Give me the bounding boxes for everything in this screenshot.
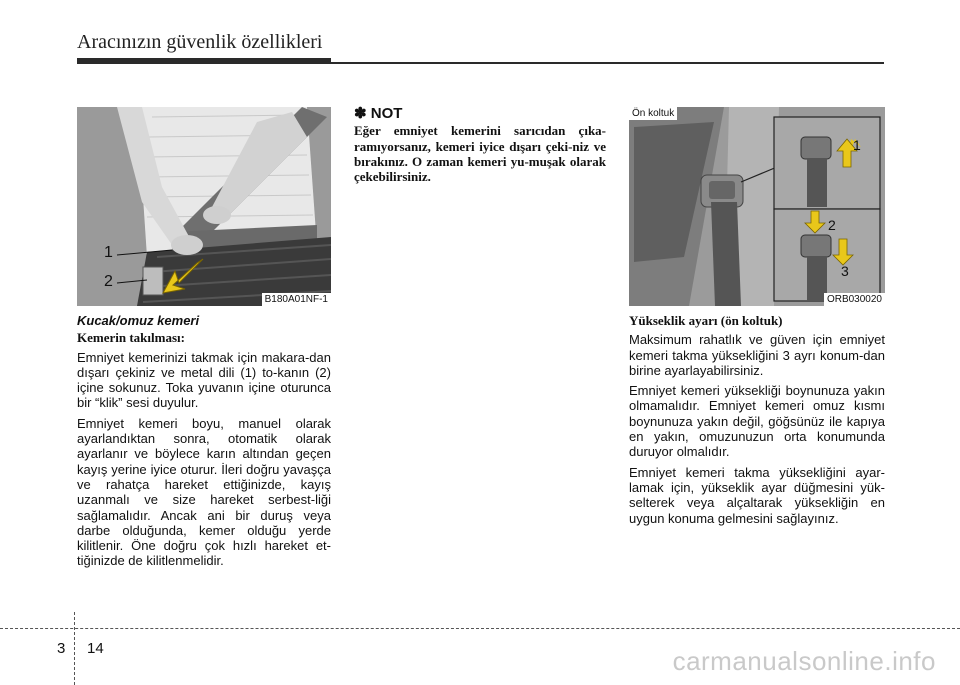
seatbelt-fastening-figure: [77, 107, 331, 306]
height-adjuster-figure: [629, 107, 885, 306]
paragraph: Emniyet kemeri takma yüksekliğini ayar-lamak için, yükseklik ayar düğmesini yük-selterek veya alçaltarak yüksekliğin en uygun konuma gelmesini sağlayınız.: [629, 464, 885, 526]
figure-caption: ORB030020: [824, 293, 885, 306]
paragraph: Emniyet kemeri boyu, manuel olarak ayarlandıktan sonra, otomatik olarak ayarlanır ve böylece karın altından geçen kayış yerine iyice oturur. İleri doğru yavaşça ve rahatça hareket ettiğinizde, kayış uzanmalı ve size hareket serbest-liği sağlamalıdır. Ancak ani bir duruş veya darbe olduğunda, kemer olduğu yerde kilitlenir. Öne doğru çok hızlı hareket et-tiğinizde de kilitlenmelidir.: [77, 415, 331, 569]
paragraph: Emniyet kemerinizi takmak için makara-dan dışarı çekiniz ve metal dili (1) to-kanın (2) içine sokunuz. Toka yuvanın içine oturunca bir “klik” sesi duyulur.: [77, 349, 331, 411]
asterisk-icon: ✽: [354, 105, 367, 122]
left-column: [77, 313, 331, 574]
paragraph: Emniyet kemeri yüksekliği boynunuza yakın olmamalıdır. Emniyet kemeri omuz kısmı boynunuza yakın değil, göğsünüz ile kapıya en yakın, omuzunuzun orta konumunda duruyor olmalıdır.: [629, 383, 885, 460]
right-column: [629, 311, 885, 531]
callout-2: 2: [828, 217, 836, 233]
figure-caption: B180A01NF-1: [262, 293, 331, 306]
section-title: Kucak/omuz kemeri: [77, 313, 200, 328]
note-heading: [354, 106, 606, 121]
page-header-title: Aracınızın güvenlik özellikleri: [77, 31, 323, 53]
chapter-number: 3: [57, 640, 66, 657]
section-title: Yükseklik ayarı (ön koltuk): [629, 313, 783, 328]
callout-2: 2: [104, 273, 113, 290]
header-rule-thick: [77, 58, 331, 64]
watermark: carmanualsonline.info: [672, 646, 936, 676]
seatbelt-illustration: [77, 107, 331, 306]
note-body: Eğer emniyet kemerini sarıcıdan çıka-ramıyorsanız, kemeri iyice dışarı çeki-niz ve bırakınız. O zaman kemeri yu-muşak olarak çekebilirsiniz.: [354, 123, 606, 185]
footer-divider-vertical: [74, 612, 75, 685]
figure-label: Ön koltuk: [629, 107, 677, 120]
footer-divider-horizontal: [0, 628, 960, 629]
page-number: 14: [87, 640, 104, 657]
callout-1: 1: [853, 137, 861, 153]
note-title: NOT: [370, 105, 403, 122]
header-rule-thin: [331, 62, 884, 64]
callout-1: 1: [104, 244, 113, 261]
note-box: [354, 106, 606, 184]
paragraph: Maksimum rahatlık ve güven için emniyet kemeri takma yüksekliğini 3 ayrı konum-dan birine ayarlayabilirsiniz.: [629, 332, 885, 378]
callout-3: 3: [841, 263, 849, 279]
section-subtitle: Kemerin takılması:: [77, 330, 185, 346]
